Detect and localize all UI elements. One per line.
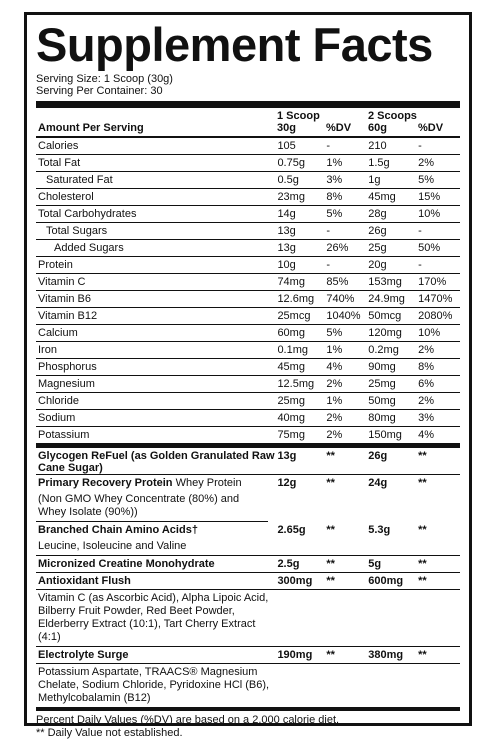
amount-1-scoop: 13g bbox=[277, 242, 296, 254]
dv-2-scoops: 50% bbox=[418, 242, 441, 254]
nutrient-name: Magnesium bbox=[38, 378, 95, 390]
scoop1-dv-label: %DV bbox=[326, 122, 352, 134]
nutrient-row bbox=[36, 274, 460, 291]
amount-2-scoops: 153mg bbox=[368, 276, 402, 288]
blend-row-protein bbox=[36, 475, 460, 491]
blend-amount-2: 600mg bbox=[368, 575, 404, 587]
dv-2-scoops: 5% bbox=[418, 174, 434, 186]
blend-amount-1: 2.5g bbox=[277, 558, 300, 570]
dv-1-scoop: 740% bbox=[326, 293, 355, 305]
nutrient-name: Vitamin B12 bbox=[38, 310, 98, 322]
scoop2-dv-label: %DV bbox=[418, 122, 444, 134]
nutrient-row bbox=[36, 155, 460, 172]
blend-row-electrolyte bbox=[36, 647, 460, 663]
blend-dv-2: ** bbox=[418, 477, 427, 489]
blend-dv-1: ** bbox=[326, 649, 335, 661]
amount-1-scoop: 40mg bbox=[277, 412, 305, 424]
blend-detail-bcaa: Leucine, Isoleucine and Valine bbox=[36, 538, 460, 556]
blend-detail-protein: (Non GMO Whey Concentrate (80%) and Whey Isolate (90%)) bbox=[36, 491, 268, 522]
blend-amount-2: 26g bbox=[368, 450, 388, 462]
nutrient-name: Iron bbox=[38, 344, 57, 356]
amount-per-serving-label: Amount Per Serving bbox=[38, 122, 144, 134]
amount-1-scoop: 13g bbox=[277, 225, 296, 237]
nutrient-name: Calories bbox=[38, 140, 79, 152]
footnote-not-established: ** Daily Value not established. bbox=[36, 727, 183, 739]
dv-1-scoop: 8% bbox=[326, 191, 343, 203]
blend-detail-antioxidant bbox=[36, 589, 460, 647]
nutrient-row bbox=[36, 325, 460, 342]
blend-dv-2: ** bbox=[418, 524, 427, 536]
nutrient-name: Chloride bbox=[38, 395, 79, 407]
scoop2-weight: 60g bbox=[368, 122, 387, 134]
panel-title: Supplement Facts bbox=[36, 18, 433, 71]
nutrient-name: Sodium bbox=[38, 412, 76, 424]
nutrient-row bbox=[36, 308, 460, 325]
nutrient-row bbox=[36, 342, 460, 359]
nutrient-table bbox=[36, 138, 460, 444]
blend-name bbox=[36, 477, 277, 489]
blend-dv-1: ** bbox=[326, 524, 335, 536]
nutrient-row bbox=[36, 257, 460, 274]
amount-2-scoops: 1.5g bbox=[368, 157, 390, 169]
nutrient-name: Potassium bbox=[38, 429, 90, 441]
nutrient-row bbox=[36, 138, 460, 155]
blend-name: Glycogen ReFuel (as Golden Granulated Raw Cane Sugar) bbox=[38, 450, 275, 474]
nutrient-name: Added Sugars bbox=[54, 242, 124, 254]
blend-name-rest: Whey Protein bbox=[172, 477, 242, 489]
blend-detail-electrolyte-text: Potassium Aspartate, TRAACS® Magnesium Chelate, Sodium Chloride, Pyridoxine HCl (B6), Methylcobalamin (B12) bbox=[38, 666, 270, 704]
dv-1-scoop: - bbox=[326, 225, 330, 237]
dv-1-scoop: - bbox=[326, 140, 330, 152]
nutrient-name: Phosphorus bbox=[38, 361, 97, 373]
blend-amount-1: 12g bbox=[277, 477, 297, 489]
dv-2-scoops: 6% bbox=[418, 378, 435, 390]
dv-1-scoop: 26% bbox=[326, 242, 349, 254]
amount-2-scoops: 150mg bbox=[368, 429, 402, 441]
dv-2-scoops: 3% bbox=[418, 412, 435, 424]
amount-2-scoops: 0.2mg bbox=[368, 344, 399, 356]
amount-1-scoop: 12.6mg bbox=[277, 293, 315, 305]
blend-dv-1: ** bbox=[326, 558, 335, 570]
amount-2-scoops: 26g bbox=[368, 225, 387, 237]
blend-dv-2: ** bbox=[418, 450, 427, 462]
nutrient-name: Total Carbohydrates bbox=[38, 208, 137, 220]
scoop2-label: 2 Scoops bbox=[368, 110, 417, 122]
blend-dv-1: ** bbox=[326, 477, 335, 489]
amount-2-scoops: 50mg bbox=[368, 395, 396, 407]
dv-2-scoops: 2% bbox=[418, 344, 435, 356]
nutrient-name: Vitamin C bbox=[38, 276, 86, 288]
amount-2-scoops: 20g bbox=[368, 259, 387, 271]
scoop1-weight: 30g bbox=[277, 122, 296, 134]
blend-amount-2: 24g bbox=[368, 477, 388, 489]
dv-1-scoop: 2% bbox=[326, 429, 343, 441]
amount-1-scoop: 74mg bbox=[277, 276, 305, 288]
blend-row-bcaa bbox=[36, 522, 460, 538]
nutrient-row bbox=[36, 427, 460, 444]
nutrient-name: Total Fat bbox=[38, 157, 81, 169]
blend-amount-1: 2.65g bbox=[277, 524, 306, 536]
servings-per-container: Serving Per Container: 30 bbox=[36, 85, 163, 97]
amount-2-scoops: 25mg bbox=[368, 378, 396, 390]
nutrient-row bbox=[36, 240, 460, 257]
dv-2-scoops: 2% bbox=[418, 395, 435, 407]
nutrient-row bbox=[36, 291, 460, 308]
blend-name-bold: Primary Recovery Protein bbox=[38, 477, 173, 489]
nutrient-row bbox=[36, 359, 460, 376]
dv-1-scoop: 3% bbox=[326, 174, 343, 186]
dv-2-scoops: - bbox=[418, 225, 422, 237]
column-header bbox=[36, 110, 460, 138]
dv-2-scoops: 10% bbox=[418, 208, 441, 220]
dv-2-scoops: 2% bbox=[418, 157, 435, 169]
blend-dv-2: ** bbox=[418, 558, 427, 570]
dv-2-scoops: 1470% bbox=[418, 293, 453, 305]
dv-1-scoop: 4% bbox=[326, 361, 343, 373]
dv-1-scoop: 5% bbox=[326, 208, 343, 220]
blend-dv-1: ** bbox=[326, 450, 335, 462]
amount-2-scoops: 50mcg bbox=[368, 310, 402, 322]
scoop2-header bbox=[368, 110, 460, 134]
dv-2-scoops: 2080% bbox=[418, 310, 453, 322]
dv-1-scoop: 1040% bbox=[326, 310, 361, 322]
dv-1-scoop: - bbox=[326, 259, 330, 271]
nutrient-name: Total Sugars bbox=[46, 225, 108, 237]
nutrient-row bbox=[36, 189, 460, 206]
dv-1-scoop: 5% bbox=[326, 327, 343, 339]
footnote-dv: Percent Daily Values (%DV) are based on a 2,000 calorie diet. bbox=[36, 714, 340, 726]
blend-row-antioxidant bbox=[36, 573, 460, 589]
dv-1-scoop: 85% bbox=[326, 276, 349, 288]
amount-1-scoop: 0.1mg bbox=[277, 344, 309, 356]
amount-2-scoops: 120mg bbox=[368, 327, 402, 339]
dv-1-scoop: 1% bbox=[326, 344, 343, 356]
amount-1-scoop: 10g bbox=[277, 259, 296, 271]
dv-2-scoops: - bbox=[418, 140, 422, 152]
nutrient-name: Calcium bbox=[38, 327, 78, 339]
amount-1-scoop: 0.5g bbox=[277, 174, 299, 186]
blend-amount-2: 380mg bbox=[368, 649, 404, 661]
blend-name: Electrolyte Surge bbox=[38, 649, 129, 661]
serving-size: Serving Size: 1 Scoop (30g) bbox=[36, 73, 173, 85]
thick-divider bbox=[36, 101, 460, 108]
dv-2-scoops: 8% bbox=[418, 361, 435, 373]
blend-name: Branched Chain Amino Acids† bbox=[38, 524, 198, 536]
nutrient-row bbox=[36, 223, 460, 240]
amount-1-scoop: 105 bbox=[277, 140, 296, 152]
nutrient-row bbox=[36, 206, 460, 223]
blend-name: Micronized Creatine Monohydrate bbox=[38, 558, 215, 570]
blend-row-creatine bbox=[36, 556, 460, 573]
amount-1-scoop: 0.75g bbox=[277, 157, 305, 169]
amount-1-scoop: 12.5mg bbox=[277, 378, 315, 390]
nutrient-row bbox=[36, 393, 460, 410]
amount-2-scoops: 1g bbox=[368, 174, 381, 186]
nutrient-row bbox=[36, 172, 460, 189]
blend-dv-2: ** bbox=[418, 649, 427, 661]
amount-2-scoops: 90mg bbox=[368, 361, 396, 373]
scoop1-header bbox=[277, 110, 368, 134]
dv-1-scoop: 2% bbox=[326, 412, 343, 424]
amount-1-scoop: 45mg bbox=[277, 361, 305, 373]
blend-dv-1: ** bbox=[326, 575, 335, 587]
amount-2-scoops: 80mg bbox=[368, 412, 396, 424]
nutrient-name: Cholesterol bbox=[38, 191, 94, 203]
dv-1-scoop: 2% bbox=[326, 378, 343, 390]
amount-2-scoops: 28g bbox=[368, 208, 387, 220]
blend-row-glycogen bbox=[36, 448, 460, 475]
nutrient-name: Saturated Fat bbox=[46, 174, 113, 186]
amount-1-scoop: 14g bbox=[277, 208, 296, 220]
dv-2-scoops: 170% bbox=[418, 276, 447, 288]
amount-2-scoops: 25g bbox=[368, 242, 387, 254]
amount-2-scoops: 45mg bbox=[368, 191, 396, 203]
blend-amount-1: 13g bbox=[277, 450, 297, 462]
blend-detail-antioxidant-text: Vitamin C (as Ascorbic Acid), Alpha Lipoic Acid, Bilberry Fruit Powder, Red Beet Powder, Elderberry Extract (10:1), Tart Cherry Extract (4:1) bbox=[38, 592, 269, 643]
dv-1-scoop: 1% bbox=[326, 395, 343, 407]
amount-2-scoops: 24.9mg bbox=[368, 293, 405, 305]
nutrient-name: Vitamin B6 bbox=[38, 293, 91, 305]
amount-1-scoop: 25mg bbox=[277, 395, 305, 407]
dv-2-scoops: 4% bbox=[418, 429, 435, 441]
blend-name: Antioxidant Flush bbox=[38, 575, 131, 587]
blend-amount-1: 300mg bbox=[277, 575, 313, 587]
blend-amount-1: 190mg bbox=[277, 649, 313, 661]
blend-dv-2: ** bbox=[418, 575, 427, 587]
nutrient-row bbox=[36, 410, 460, 427]
dv-2-scoops: 10% bbox=[418, 327, 441, 339]
dv-2-scoops: - bbox=[418, 259, 422, 271]
blend-amount-2: 5.3g bbox=[368, 524, 391, 536]
amount-1-scoop: 60mg bbox=[277, 327, 305, 339]
amount-1-scoop: 23mg bbox=[277, 191, 305, 203]
supplement-facts-panel bbox=[24, 12, 472, 739]
scoop1-label: 1 Scoop bbox=[277, 110, 320, 122]
amount-2-scoops: 210 bbox=[368, 140, 387, 152]
nutrient-name: Protein bbox=[38, 259, 73, 271]
blend-amount-2: 5g bbox=[368, 558, 382, 570]
amount-1-scoop: 75mg bbox=[277, 429, 305, 441]
nutrient-row bbox=[36, 376, 460, 393]
dv-2-scoops: 15% bbox=[418, 191, 441, 203]
amount-1-scoop: 25mcg bbox=[277, 310, 311, 322]
dv-1-scoop: 1% bbox=[326, 157, 343, 169]
blend-detail-electrolyte bbox=[36, 663, 460, 707]
